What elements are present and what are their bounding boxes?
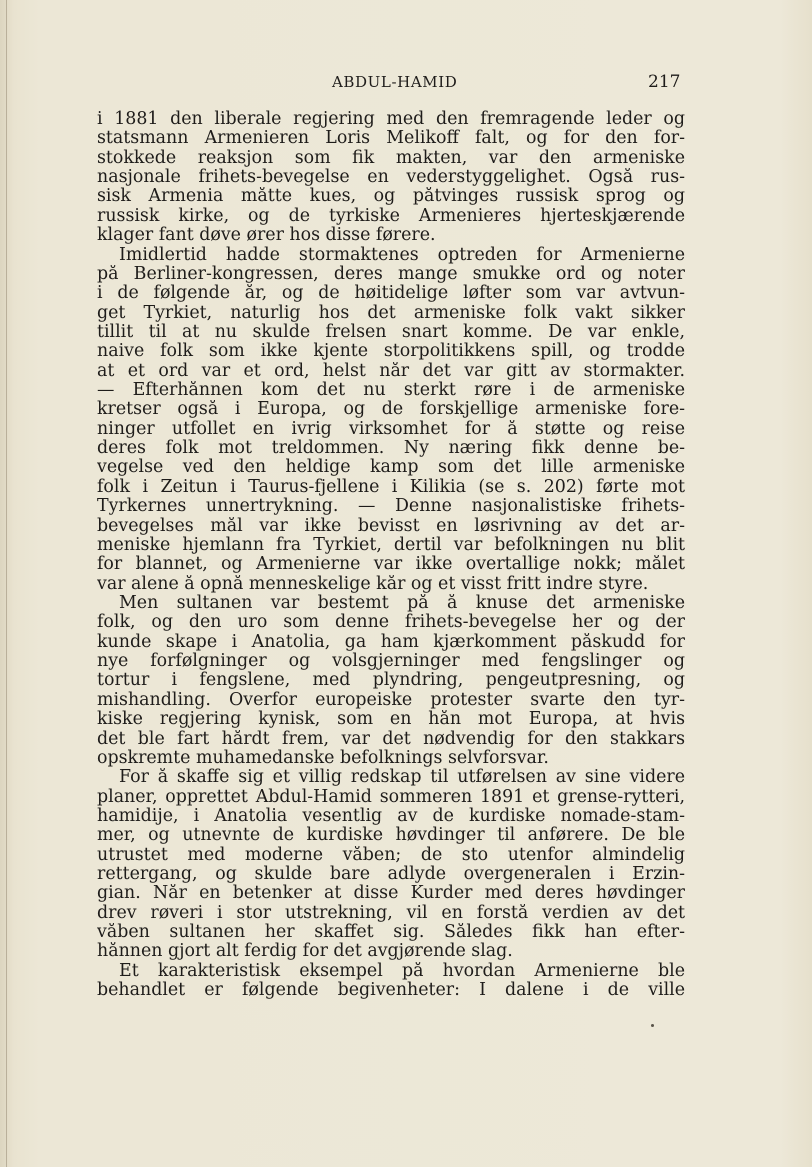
text-line: planer, opprettet Abdul-Hamid sommeren 1891 et grense-rytteri, xyxy=(97,787,685,807)
ink-speck xyxy=(651,1024,654,1027)
page-header xyxy=(0,71,812,93)
text-line: russisk kirke, og de tyrkiske Armenieres hjerteskjærende xyxy=(97,206,685,226)
text-line: våben sultanen her skaffet sig. Således fikk han efter- xyxy=(97,923,685,943)
text-line: i 1881 den liberale regjering med den fremragende leder og xyxy=(97,110,685,129)
text-line: kiske regjering kynisk, som en hån mot Europa, at hvis xyxy=(97,710,685,730)
text-line: hånnen gjort alt ferdig for det avgjørende slag. xyxy=(97,942,513,962)
text-line: klager fant døve ører hos disse førere. xyxy=(97,226,436,246)
page-spine-edge xyxy=(6,0,7,1167)
text-line: nasjonale frihets-bevegelse en vederstyggelighet. Også rus- xyxy=(97,168,685,188)
text-line: at et ord var et ord, helst når det var gitt av stormakter. xyxy=(97,361,685,381)
text-line: get Tyrkiet, naturlig hos det armeniske folk vakt sikker xyxy=(97,303,685,323)
text-line: for blannet, og Armenierne var ikke overtallige nokk; målet xyxy=(97,555,685,575)
text-line: ninger utfollet en ivrig virksomhet for å støtte og reise xyxy=(97,419,685,439)
text-line: stokkede reaksjon som fik makten, var den armeniske xyxy=(97,148,685,168)
text-line: det ble fart hårdt frem, var det nødvendig for den stakkars xyxy=(97,729,685,749)
running-title: ABDUL-HAMID xyxy=(332,73,458,91)
text-line: Et karakteristisk eksempel på hvordan Armenierne ble xyxy=(119,961,685,981)
text-line: meniske hjemlann fra Tyrkiet, dertil var befolkningen nu blit xyxy=(97,535,685,555)
page-number: 217 xyxy=(648,72,681,92)
text-line: behandlet er følgende begivenheter: I dalene i de ville xyxy=(97,981,685,1001)
text-line: Imidlertid hadde stormaktenes optreden for Armenierne xyxy=(119,245,685,265)
text-line: folk i Zeitun i Taurus-fjellene i Kilikia (se s. 202) førte mot xyxy=(97,477,685,497)
text-line: folk, og den uro som denne frihets-bevegelse her og der xyxy=(97,613,685,633)
text-line: opskremte muhamedanske befolknings selvforsvar. xyxy=(97,748,549,768)
text-line: For å skaffe sig et villig redskap til utførelsen av sine videre xyxy=(119,768,685,788)
text-line: kretser også i Europa, og de forskjellige armeniske fore- xyxy=(97,400,685,420)
text-line: Tyrkernes unnertrykning. — Denne nasjonalistiske frihets- xyxy=(97,497,685,517)
text-line: i de følgende år, og de høitidelige løfter som var avtvun- xyxy=(97,284,685,304)
text-line: bevegelses mål var ikke bevisst en løsrivning av det ar- xyxy=(97,516,685,536)
text-line: var alene å opnå menneskelige kår og et visst fritt indre styre. xyxy=(97,574,649,594)
text-line: på Berliner-kongressen, deres mange smukke ord og noter xyxy=(97,264,685,284)
body-text xyxy=(97,110,685,1001)
text-line: rettergang, og skulde bare adlyde overgeneralen i Erzin- xyxy=(97,865,685,885)
text-line: utrustet med moderne våben; de sto utenfor almindelig xyxy=(97,845,685,865)
text-line: kunde skape i Anatolia, ga ham kjærkomment påskudd for xyxy=(97,632,685,652)
text-line: nye forfølgninger og volsgjerninger med fengslinger og xyxy=(97,652,685,672)
text-line: gian. Når en betenker at disse Kurder med deres høvdinger xyxy=(97,884,685,904)
text-line: — Efterhånnen kom det nu sterkt røre i de armeniske xyxy=(97,381,685,401)
text-line: deres folk mot treldommen. Ny næring fikk denne be- xyxy=(97,439,685,459)
text-line: mer, og utnevnte de kurdiske høvdinger til anførere. De ble xyxy=(97,826,685,846)
text-line: vegelse ved den heldige kamp som det lille armeniske xyxy=(97,458,685,478)
text-line: tillit til at nu skulde frelsen snart komme. De var enkle, xyxy=(97,322,685,342)
text-line: mishandling. Overfor europeiske protester svarte den tyr- xyxy=(97,690,685,710)
text-line: tortur i fengslene, med plyndring, pengeutpresning, og xyxy=(97,671,685,691)
text-line: drev røveri i stor utstrekning, vil en forstå verdien av det xyxy=(97,903,685,923)
text-line: statsmann Armenieren Loris Melikoff falt, og for den for- xyxy=(97,129,685,149)
text-line: hamidije, i Anatolia vesentlig av de kurdiske nomade-stam- xyxy=(97,806,685,826)
text-line: Men sultanen var bestemt på å knuse det armeniske xyxy=(119,593,685,613)
text-line: sisk Armenia måtte kues, og påtvinges russisk sprog og xyxy=(97,187,685,207)
text-line: naive folk som ikke kjente storpolitikkens spill, og trodde xyxy=(97,342,685,362)
